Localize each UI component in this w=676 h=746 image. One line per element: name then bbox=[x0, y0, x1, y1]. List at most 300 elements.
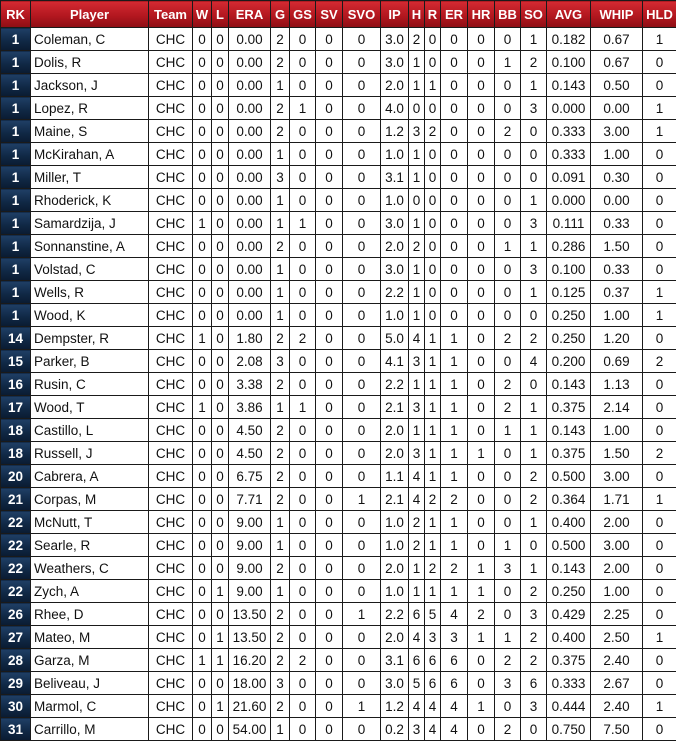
cell-so: 2 bbox=[521, 626, 547, 649]
cell-bb: 0 bbox=[495, 695, 521, 718]
cell-rk: 1 bbox=[1, 28, 31, 51]
cell-so: 2 bbox=[521, 51, 547, 74]
cell-player: Miller, T bbox=[31, 166, 149, 189]
cell-whip: 0.00 bbox=[591, 97, 643, 120]
cell-bb: 1 bbox=[495, 419, 521, 442]
cell-ip: 4.0 bbox=[381, 97, 409, 120]
cell-player: Wells, R bbox=[31, 281, 149, 304]
cell-l: 0 bbox=[212, 281, 229, 304]
column-header-l[interactable]: L bbox=[212, 1, 229, 28]
cell-r: 2 bbox=[425, 557, 441, 580]
cell-so: 2 bbox=[521, 580, 547, 603]
cell-rk: 22 bbox=[1, 580, 31, 603]
cell-w: 0 bbox=[193, 580, 212, 603]
cell-sv: 0 bbox=[316, 327, 343, 350]
cell-avg: 0.400 bbox=[547, 626, 591, 649]
cell-player: Jackson, J bbox=[31, 74, 149, 97]
table-body bbox=[1, 28, 676, 741]
cell-player: Corpas, M bbox=[31, 488, 149, 511]
cell-ip: 1.1 bbox=[381, 465, 409, 488]
cell-hld: 0 bbox=[643, 580, 676, 603]
cell-player: Dempster, R bbox=[31, 327, 149, 350]
cell-gs: 0 bbox=[290, 534, 316, 557]
cell-era: 1.80 bbox=[229, 327, 271, 350]
cell-player: Volstad, C bbox=[31, 258, 149, 281]
cell-team: CHC bbox=[149, 373, 193, 396]
cell-era: 7.71 bbox=[229, 488, 271, 511]
cell-w: 1 bbox=[193, 649, 212, 672]
column-header-era[interactable]: ERA bbox=[229, 1, 271, 28]
cell-svo: 0 bbox=[343, 649, 381, 672]
cell-team: CHC bbox=[149, 603, 193, 626]
cell-bb: 0 bbox=[495, 603, 521, 626]
cell-team: CHC bbox=[149, 143, 193, 166]
column-header-bb[interactable]: BB bbox=[495, 1, 521, 28]
table-row bbox=[1, 189, 676, 212]
cell-er: 0 bbox=[441, 166, 468, 189]
cell-l: 0 bbox=[212, 603, 229, 626]
cell-svo: 0 bbox=[343, 626, 381, 649]
column-header-avg[interactable]: AVG bbox=[547, 1, 591, 28]
cell-gs: 0 bbox=[290, 350, 316, 373]
cell-rk: 26 bbox=[1, 603, 31, 626]
table-row bbox=[1, 534, 676, 557]
column-header-gs[interactable]: GS bbox=[290, 1, 316, 28]
cell-r: 0 bbox=[425, 51, 441, 74]
cell-hr: 0 bbox=[468, 97, 495, 120]
cell-ip: 2.1 bbox=[381, 488, 409, 511]
cell-w: 0 bbox=[193, 442, 212, 465]
column-header-er[interactable]: ER bbox=[441, 1, 468, 28]
cell-l: 0 bbox=[212, 511, 229, 534]
cell-gs: 2 bbox=[290, 327, 316, 350]
cell-hr: 0 bbox=[468, 350, 495, 373]
cell-rk: 22 bbox=[1, 557, 31, 580]
cell-l: 0 bbox=[212, 465, 229, 488]
cell-hld: 1 bbox=[643, 304, 676, 327]
cell-era: 0.00 bbox=[229, 166, 271, 189]
cell-gs: 0 bbox=[290, 626, 316, 649]
cell-h: 2 bbox=[409, 534, 425, 557]
cell-er: 0 bbox=[441, 51, 468, 74]
cell-hr: 0 bbox=[468, 28, 495, 51]
cell-w: 0 bbox=[193, 97, 212, 120]
cell-ip: 2.2 bbox=[381, 281, 409, 304]
cell-whip: 3.00 bbox=[591, 465, 643, 488]
cell-sv: 0 bbox=[316, 281, 343, 304]
cell-era: 13.50 bbox=[229, 603, 271, 626]
column-header-h[interactable]: H bbox=[409, 1, 425, 28]
table-row bbox=[1, 373, 676, 396]
cell-rk: 18 bbox=[1, 442, 31, 465]
cell-h: 5 bbox=[409, 672, 425, 695]
header-row bbox=[1, 1, 676, 28]
cell-er: 0 bbox=[441, 212, 468, 235]
cell-hld: 1 bbox=[643, 97, 676, 120]
cell-hr: 1 bbox=[468, 580, 495, 603]
cell-hld: 0 bbox=[643, 419, 676, 442]
cell-hld: 0 bbox=[643, 74, 676, 97]
cell-era: 9.00 bbox=[229, 511, 271, 534]
cell-whip: 0.00 bbox=[591, 189, 643, 212]
cell-ip: 3.1 bbox=[381, 166, 409, 189]
cell-r: 6 bbox=[425, 649, 441, 672]
cell-player: Marmol, C bbox=[31, 695, 149, 718]
cell-rk: 15 bbox=[1, 350, 31, 373]
cell-svo: 0 bbox=[343, 442, 381, 465]
cell-sv: 0 bbox=[316, 442, 343, 465]
cell-sv: 0 bbox=[316, 28, 343, 51]
cell-r: 0 bbox=[425, 189, 441, 212]
cell-whip: 1.00 bbox=[591, 580, 643, 603]
cell-w: 1 bbox=[193, 396, 212, 419]
table-row bbox=[1, 258, 676, 281]
cell-svo: 0 bbox=[343, 465, 381, 488]
cell-whip: 2.67 bbox=[591, 672, 643, 695]
column-header-sv[interactable]: SV bbox=[316, 1, 343, 28]
cell-w: 0 bbox=[193, 258, 212, 281]
cell-er: 4 bbox=[441, 603, 468, 626]
cell-g: 2 bbox=[271, 235, 290, 258]
cell-avg: 0.250 bbox=[547, 304, 591, 327]
cell-player: McNutt, T bbox=[31, 511, 149, 534]
table-row bbox=[1, 396, 676, 419]
cell-rk: 1 bbox=[1, 258, 31, 281]
cell-ip: 2.0 bbox=[381, 626, 409, 649]
table-row bbox=[1, 419, 676, 442]
cell-bb: 0 bbox=[495, 28, 521, 51]
cell-whip: 7.50 bbox=[591, 718, 643, 741]
column-header-rk[interactable]: RK bbox=[1, 1, 31, 28]
cell-h: 3 bbox=[409, 442, 425, 465]
cell-er: 1 bbox=[441, 327, 468, 350]
cell-hr: 0 bbox=[468, 649, 495, 672]
cell-h: 1 bbox=[409, 212, 425, 235]
cell-bb: 2 bbox=[495, 649, 521, 672]
cell-gs: 1 bbox=[290, 212, 316, 235]
cell-hr: 0 bbox=[468, 718, 495, 741]
cell-era: 0.00 bbox=[229, 281, 271, 304]
cell-r: 1 bbox=[425, 442, 441, 465]
cell-ip: 3.1 bbox=[381, 649, 409, 672]
cell-g: 2 bbox=[271, 419, 290, 442]
cell-h: 6 bbox=[409, 603, 425, 626]
cell-avg: 0.100 bbox=[547, 51, 591, 74]
cell-bb: 0 bbox=[495, 488, 521, 511]
cell-sv: 0 bbox=[316, 120, 343, 143]
cell-avg: 0.111 bbox=[547, 212, 591, 235]
cell-hld: 0 bbox=[643, 465, 676, 488]
cell-svo: 0 bbox=[343, 304, 381, 327]
cell-gs: 0 bbox=[290, 281, 316, 304]
cell-r: 1 bbox=[425, 511, 441, 534]
cell-hr: 0 bbox=[468, 235, 495, 258]
cell-so: 2 bbox=[521, 465, 547, 488]
cell-rk: 1 bbox=[1, 120, 31, 143]
cell-rk: 1 bbox=[1, 97, 31, 120]
cell-avg: 0.182 bbox=[547, 28, 591, 51]
cell-so: 0 bbox=[521, 143, 547, 166]
cell-whip: 3.00 bbox=[591, 120, 643, 143]
cell-w: 0 bbox=[193, 373, 212, 396]
cell-l: 1 bbox=[212, 649, 229, 672]
table-row bbox=[1, 350, 676, 373]
cell-hld: 0 bbox=[643, 212, 676, 235]
cell-player: Wood, K bbox=[31, 304, 149, 327]
cell-whip: 0.67 bbox=[591, 28, 643, 51]
cell-whip: 3.00 bbox=[591, 534, 643, 557]
column-header-hld[interactable]: HLD bbox=[643, 1, 676, 28]
cell-so: 1 bbox=[521, 557, 547, 580]
cell-g: 1 bbox=[271, 189, 290, 212]
cell-bb: 1 bbox=[495, 626, 521, 649]
cell-sv: 0 bbox=[316, 97, 343, 120]
cell-hld: 0 bbox=[643, 373, 676, 396]
cell-bb: 0 bbox=[495, 97, 521, 120]
cell-so: 1 bbox=[521, 189, 547, 212]
cell-era: 16.20 bbox=[229, 649, 271, 672]
column-header-ip[interactable]: IP bbox=[381, 1, 409, 28]
cell-rk: 27 bbox=[1, 626, 31, 649]
cell-hld: 0 bbox=[643, 166, 676, 189]
cell-er: 1 bbox=[441, 442, 468, 465]
cell-h: 1 bbox=[409, 258, 425, 281]
cell-hr: 1 bbox=[468, 626, 495, 649]
cell-w: 0 bbox=[193, 488, 212, 511]
cell-w: 0 bbox=[193, 557, 212, 580]
column-header-g[interactable]: G bbox=[271, 1, 290, 28]
cell-hr: 2 bbox=[468, 603, 495, 626]
cell-g: 2 bbox=[271, 373, 290, 396]
cell-team: CHC bbox=[149, 580, 193, 603]
cell-l: 0 bbox=[212, 350, 229, 373]
cell-g: 2 bbox=[271, 649, 290, 672]
cell-team: CHC bbox=[149, 557, 193, 580]
cell-g: 2 bbox=[271, 626, 290, 649]
cell-h: 1 bbox=[409, 304, 425, 327]
table-row bbox=[1, 695, 676, 718]
cell-gs: 0 bbox=[290, 28, 316, 51]
table-row bbox=[1, 143, 676, 166]
cell-whip: 1.00 bbox=[591, 143, 643, 166]
cell-ip: 3.0 bbox=[381, 672, 409, 695]
cell-bb: 0 bbox=[495, 258, 521, 281]
cell-ip: 2.0 bbox=[381, 557, 409, 580]
cell-g: 2 bbox=[271, 557, 290, 580]
column-header-w[interactable]: W bbox=[193, 1, 212, 28]
cell-er: 3 bbox=[441, 626, 468, 649]
table-row bbox=[1, 672, 676, 695]
cell-gs: 0 bbox=[290, 166, 316, 189]
cell-h: 1 bbox=[409, 166, 425, 189]
cell-w: 0 bbox=[193, 281, 212, 304]
column-header-team[interactable]: Team bbox=[149, 1, 193, 28]
cell-g: 3 bbox=[271, 166, 290, 189]
cell-so: 3 bbox=[521, 258, 547, 281]
cell-sv: 0 bbox=[316, 143, 343, 166]
column-header-player[interactable]: Player bbox=[31, 1, 149, 28]
cell-w: 0 bbox=[193, 626, 212, 649]
cell-whip: 0.67 bbox=[591, 51, 643, 74]
cell-rk: 1 bbox=[1, 166, 31, 189]
cell-r: 2 bbox=[425, 488, 441, 511]
cell-ip: 2.2 bbox=[381, 373, 409, 396]
cell-avg: 0.250 bbox=[547, 580, 591, 603]
cell-gs: 1 bbox=[290, 396, 316, 419]
cell-so: 4 bbox=[521, 350, 547, 373]
cell-l: 0 bbox=[212, 120, 229, 143]
cell-so: 1 bbox=[521, 419, 547, 442]
cell-er: 0 bbox=[441, 143, 468, 166]
cell-player: Dolis, R bbox=[31, 51, 149, 74]
cell-ip: 2.0 bbox=[381, 419, 409, 442]
cell-bb: 2 bbox=[495, 327, 521, 350]
cell-avg: 0.143 bbox=[547, 557, 591, 580]
cell-team: CHC bbox=[149, 488, 193, 511]
cell-avg: 0.333 bbox=[547, 143, 591, 166]
cell-hr: 0 bbox=[468, 419, 495, 442]
cell-l: 0 bbox=[212, 97, 229, 120]
cell-rk: 21 bbox=[1, 488, 31, 511]
cell-h: 4 bbox=[409, 465, 425, 488]
cell-r: 4 bbox=[425, 718, 441, 741]
cell-avg: 0.143 bbox=[547, 74, 591, 97]
column-header-hr[interactable]: HR bbox=[468, 1, 495, 28]
cell-w: 0 bbox=[193, 534, 212, 557]
cell-hld: 0 bbox=[643, 51, 676, 74]
cell-era: 13.50 bbox=[229, 626, 271, 649]
cell-team: CHC bbox=[149, 695, 193, 718]
cell-svo: 0 bbox=[343, 51, 381, 74]
cell-so: 1 bbox=[521, 74, 547, 97]
cell-team: CHC bbox=[149, 718, 193, 741]
cell-g: 1 bbox=[271, 212, 290, 235]
cell-svo: 0 bbox=[343, 350, 381, 373]
cell-h: 4 bbox=[409, 626, 425, 649]
cell-r: 0 bbox=[425, 28, 441, 51]
cell-player: Wood, T bbox=[31, 396, 149, 419]
cell-r: 2 bbox=[425, 120, 441, 143]
cell-team: CHC bbox=[149, 212, 193, 235]
cell-team: CHC bbox=[149, 166, 193, 189]
cell-svo: 0 bbox=[343, 97, 381, 120]
cell-so: 3 bbox=[521, 97, 547, 120]
cell-whip: 1.50 bbox=[591, 442, 643, 465]
cell-ip: 2.0 bbox=[381, 74, 409, 97]
cell-era: 0.00 bbox=[229, 235, 271, 258]
cell-era: 9.00 bbox=[229, 534, 271, 557]
table-row bbox=[1, 235, 676, 258]
cell-gs: 2 bbox=[290, 649, 316, 672]
cell-r: 1 bbox=[425, 580, 441, 603]
cell-bb: 3 bbox=[495, 557, 521, 580]
cell-r: 0 bbox=[425, 97, 441, 120]
cell-h: 1 bbox=[409, 557, 425, 580]
cell-gs: 0 bbox=[290, 488, 316, 511]
cell-avg: 0.000 bbox=[547, 189, 591, 212]
cell-avg: 0.143 bbox=[547, 373, 591, 396]
cell-era: 0.00 bbox=[229, 120, 271, 143]
cell-er: 2 bbox=[441, 557, 468, 580]
cell-whip: 0.69 bbox=[591, 350, 643, 373]
cell-rk: 1 bbox=[1, 212, 31, 235]
cell-gs: 0 bbox=[290, 304, 316, 327]
cell-gs: 0 bbox=[290, 74, 316, 97]
cell-h: 1 bbox=[409, 281, 425, 304]
cell-w: 1 bbox=[193, 212, 212, 235]
cell-era: 0.00 bbox=[229, 74, 271, 97]
cell-era: 54.00 bbox=[229, 718, 271, 741]
cell-bb: 0 bbox=[495, 212, 521, 235]
cell-er: 0 bbox=[441, 235, 468, 258]
cell-hld: 0 bbox=[643, 327, 676, 350]
cell-team: CHC bbox=[149, 419, 193, 442]
cell-sv: 0 bbox=[316, 511, 343, 534]
cell-l: 0 bbox=[212, 304, 229, 327]
cell-sv: 0 bbox=[316, 235, 343, 258]
cell-so: 0 bbox=[521, 718, 547, 741]
cell-whip: 1.00 bbox=[591, 304, 643, 327]
cell-w: 0 bbox=[193, 166, 212, 189]
cell-avg: 0.375 bbox=[547, 442, 591, 465]
cell-l: 0 bbox=[212, 396, 229, 419]
cell-bb: 0 bbox=[495, 465, 521, 488]
cell-era: 0.00 bbox=[229, 143, 271, 166]
column-header-svo[interactable]: SVO bbox=[343, 1, 381, 28]
cell-avg: 0.200 bbox=[547, 350, 591, 373]
cell-hld: 0 bbox=[643, 603, 676, 626]
cell-team: CHC bbox=[149, 442, 193, 465]
cell-ip: 3.0 bbox=[381, 258, 409, 281]
cell-hld: 1 bbox=[643, 695, 676, 718]
cell-g: 2 bbox=[271, 51, 290, 74]
cell-h: 3 bbox=[409, 396, 425, 419]
cell-so: 6 bbox=[521, 672, 547, 695]
cell-g: 2 bbox=[271, 97, 290, 120]
cell-h: 1 bbox=[409, 373, 425, 396]
column-header-r[interactable]: R bbox=[425, 1, 441, 28]
cell-player: Carrillo, M bbox=[31, 718, 149, 741]
cell-h: 3 bbox=[409, 350, 425, 373]
cell-l: 0 bbox=[212, 189, 229, 212]
cell-w: 0 bbox=[193, 28, 212, 51]
cell-gs: 0 bbox=[290, 143, 316, 166]
cell-bb: 2 bbox=[495, 396, 521, 419]
cell-er: 1 bbox=[441, 465, 468, 488]
table-row bbox=[1, 51, 676, 74]
cell-team: CHC bbox=[149, 626, 193, 649]
cell-ip: 0.2 bbox=[381, 718, 409, 741]
cell-r: 0 bbox=[425, 143, 441, 166]
cell-gs: 0 bbox=[290, 672, 316, 695]
cell-rk: 1 bbox=[1, 51, 31, 74]
cell-svo: 0 bbox=[343, 212, 381, 235]
cell-h: 4 bbox=[409, 695, 425, 718]
cell-era: 4.50 bbox=[229, 419, 271, 442]
cell-whip: 0.30 bbox=[591, 166, 643, 189]
cell-sv: 0 bbox=[316, 557, 343, 580]
cell-bb: 2 bbox=[495, 373, 521, 396]
cell-gs: 0 bbox=[290, 235, 316, 258]
cell-hr: 0 bbox=[468, 373, 495, 396]
cell-g: 1 bbox=[271, 718, 290, 741]
cell-bb: 0 bbox=[495, 442, 521, 465]
table-row bbox=[1, 649, 676, 672]
cell-avg: 0.750 bbox=[547, 718, 591, 741]
column-header-so[interactable]: SO bbox=[521, 1, 547, 28]
table-row bbox=[1, 74, 676, 97]
column-header-whip[interactable]: WHIP bbox=[591, 1, 643, 28]
